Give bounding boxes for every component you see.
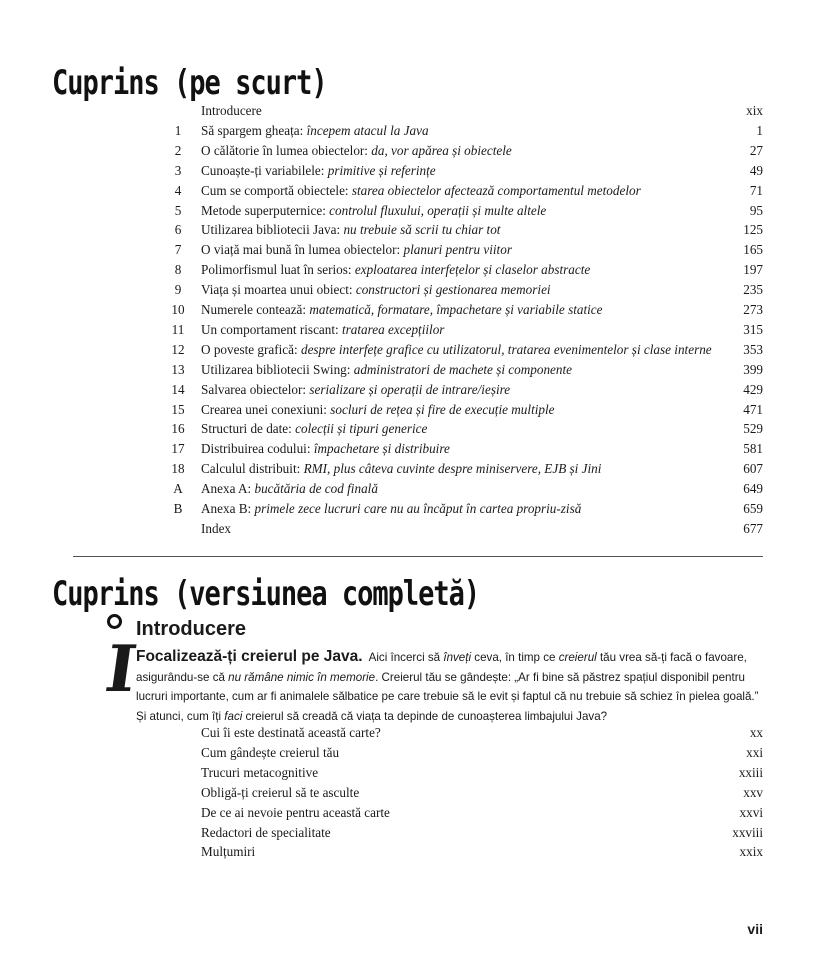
toc-entry-number: 7	[174, 242, 182, 258]
toc-entry-number: 3	[174, 162, 182, 178]
intro-section-title: De ce ai nevoie pentru această carte	[201, 804, 390, 820]
toc-entry-title: O poveste grafică: despre interfețe grafice cu utilizatorul, tratarea evenimentelor și clase interne	[201, 341, 712, 357]
toc-entry-number: 10	[171, 302, 185, 317]
toc-entry-page: 399	[743, 361, 763, 377]
intro-section-entry[interactable]	[0, 723, 827, 743]
toc-full-title: Cuprins (versiunea completă)	[52, 575, 480, 614]
toc-entry[interactable]	[0, 141, 827, 161]
toc-entry-page: 471	[743, 401, 763, 417]
toc-entry-page: 235	[743, 282, 763, 298]
toc-entry-number: 15	[171, 401, 185, 417]
toc-entry-number: 13	[171, 361, 185, 377]
toc-entry-title: Salvarea obiectelor: serializare și operații de intrare/ieșire	[201, 381, 511, 397]
toc-entry-title: Să spargem gheața: începem atacul la Java	[201, 122, 429, 138]
toc-entry-title: Viața și moartea unui obiect: constructori și gestionarea memoriei	[201, 282, 551, 298]
toc-entry-page: xix	[746, 103, 763, 118]
toc-entry-page: 1	[756, 122, 763, 138]
toc-entry-page: 125	[743, 222, 763, 238]
toc-entry-number: 12	[171, 341, 185, 357]
toc-entry-page: 677	[743, 520, 763, 536]
intro-section-title: Cum gândește creierul tău	[201, 744, 340, 760]
toc-entry-page: 529	[743, 421, 763, 437]
toc-entry[interactable]	[0, 280, 827, 300]
toc-entry[interactable]	[0, 161, 827, 181]
toc-entry-page: 27	[749, 142, 763, 158]
toc-entry-title: Crearea unei conexiuni: socluri de rețea și fire de execuție multiple	[201, 401, 555, 417]
intro-drop-letter-icon: I	[100, 612, 130, 702]
toc-entry-page: 95	[749, 202, 763, 218]
toc-entry-title: Distribuirea codului: împachetare și distribuire	[201, 441, 450, 457]
intro-paragraph: Focalizează-ți creierul pe Java. Aici încerci să înveți ceva, în timp ce creierul tău vrea să-ți facă o favoare, asigurându-se că nu rămâne nimic în memorie. Creierul tău se gândește: „Ar fi bine să păstrez spațiul disponibil pentru lucruri importante, cum ar fi animalele sălbatice pe care trebuie să le evit și faptul că nu trebuie să schiez în pielea goală.” Și atunci, cum îți faci creierul să creadă că viața ta depinde de cunoașterea limbajului Java?	[136, 648, 759, 723]
intro-section-entry[interactable]	[0, 783, 827, 803]
toc-entry-title: Un comportament riscant: tratarea excepțiilor	[201, 321, 445, 337]
intro-section-entry[interactable]	[0, 803, 827, 823]
toc-entry-title: O călătorie în lumea obiectelor: da, vor apărea și obiectele	[201, 142, 512, 158]
toc-entry-number: 6	[174, 222, 182, 238]
toc-entry-title: Anexa B: primele zece lucruri care nu au încăput în cartea propriu-zisă	[201, 501, 582, 516]
toc-short-title: Cuprins (pe scurt)	[52, 64, 327, 103]
toc-entry-number: 5	[174, 202, 182, 218]
toc-entry-title: Polimorfismul luat în serios: exploatarea interfețelor și claselor abstracte	[201, 262, 591, 278]
toc-entry-number: A	[173, 481, 183, 497]
toc-entry-title: O viață mai bună în lumea obiectelor: planuri pentru viitor	[201, 242, 512, 258]
toc-entry-title: Cum se comportă obiectele: starea obiectelor afectează comportamentul metodelor	[201, 182, 641, 198]
intro-section-page: xxv	[743, 784, 763, 800]
toc-entry-title: Structuri de date: colecții și tipuri generice	[201, 421, 428, 437]
intro-section-page: xxiii	[738, 764, 763, 780]
toc-entry-title: Metode superputernice: controlul fluxului, operații și multe altele	[201, 202, 547, 218]
toc-entry[interactable]	[0, 499, 827, 519]
intro-section-entry[interactable]	[0, 842, 827, 862]
toc-entry-number: 2	[174, 142, 182, 158]
toc-entry-number: 18	[171, 461, 185, 477]
intro-lead: Focalizează-ți creierul pe Java.	[136, 648, 363, 665]
toc-entry-title: Numerele contează: matematică, formatare, împachetare și variabile statice	[201, 302, 603, 317]
toc-entry-page: 71	[749, 182, 763, 198]
toc-entry-title: Utilizarea bibliotecii Java: nu trebuie să scrii tu chiar tot	[201, 222, 501, 238]
toc-entry[interactable]	[0, 300, 827, 320]
intro-section-entry[interactable]	[0, 743, 827, 763]
toc-entry[interactable]	[0, 459, 827, 479]
toc-entry[interactable]	[0, 240, 827, 260]
toc-entry-page: 649	[743, 481, 763, 497]
toc-entry-page: 197	[743, 262, 763, 278]
toc-entry[interactable]	[0, 360, 827, 380]
toc-entry-title: Introducere	[201, 103, 262, 118]
page-number: vii	[747, 921, 763, 937]
toc-entry-number: 16	[171, 421, 185, 437]
intro-section-entry[interactable]	[0, 763, 827, 783]
intro-section-title: Cui îi este destinată această carte?	[201, 725, 381, 740]
toc-entry[interactable]	[0, 201, 827, 221]
toc-entry-number: 14	[171, 381, 185, 397]
intro-section-entry[interactable]	[0, 823, 827, 843]
intro-section-title: Trucuri metacognitive	[201, 764, 319, 780]
intro-section-title: Mulțumiri	[201, 844, 256, 860]
toc-entry-number: B	[173, 501, 183, 516]
toc-entry-page: 273	[743, 302, 763, 317]
intro-section-page: xxi	[746, 744, 763, 760]
toc-entry-number: 8	[174, 262, 182, 278]
toc-entry[interactable]	[0, 220, 827, 240]
toc-entry[interactable]	[0, 479, 827, 499]
toc-entry-page: 659	[743, 501, 763, 516]
toc-entry-page: 353	[743, 341, 763, 357]
toc-entry-page: 607	[743, 461, 763, 477]
intro-section-page: xx	[749, 725, 763, 740]
toc-entry[interactable]	[0, 320, 827, 340]
toc-entry-title: Cunoaște-ți variabilele: primitive și referințe	[201, 162, 436, 178]
toc-entry[interactable]	[0, 101, 827, 121]
toc-entry[interactable]	[0, 380, 827, 400]
intro-section-title: Redactori de specialitate	[201, 824, 331, 840]
toc-entry[interactable]	[0, 121, 827, 141]
toc-entry-number: 11	[171, 321, 185, 337]
toc-entry[interactable]	[0, 400, 827, 420]
toc-entry-page: 315	[743, 321, 763, 337]
toc-entry-page: 49	[749, 162, 763, 178]
toc-entry[interactable]	[0, 181, 827, 201]
toc-entry-number: 17	[171, 441, 185, 457]
toc-entry-title: Anexa A: bucătăria de cod finală	[201, 481, 378, 497]
intro-section-title: Obligă-ți creierul să te asculte	[201, 784, 360, 800]
intro-section-page: xxix	[739, 844, 763, 860]
toc-entry[interactable]	[0, 419, 827, 439]
intro-section-page: xxvi	[739, 804, 763, 820]
toc-entry-title: Utilizarea bibliotecii Swing: administratori de machete și componente	[201, 361, 573, 377]
toc-entry-page: 429	[743, 381, 763, 397]
toc-entry-page: 581	[743, 441, 763, 457]
toc-entry[interactable]	[0, 439, 827, 459]
toc-entry[interactable]	[0, 340, 827, 360]
toc-entry-number: 4	[174, 182, 182, 198]
toc-entry-title: Calculul distribuit: RMI, plus câteva cuvinte despre miniservere, EJB și Jini	[201, 461, 602, 477]
toc-entry-page: 165	[743, 242, 763, 258]
toc-entry[interactable]	[0, 260, 827, 280]
toc-entry-number: 9	[174, 282, 182, 298]
section-divider	[73, 556, 763, 557]
toc-entry-title: Index	[201, 520, 232, 536]
intro-section-page: xxviii	[732, 824, 763, 840]
toc-entry-number: 1	[174, 122, 182, 138]
intro-heading: Introducere	[136, 618, 247, 640]
toc-entry[interactable]	[0, 519, 827, 539]
